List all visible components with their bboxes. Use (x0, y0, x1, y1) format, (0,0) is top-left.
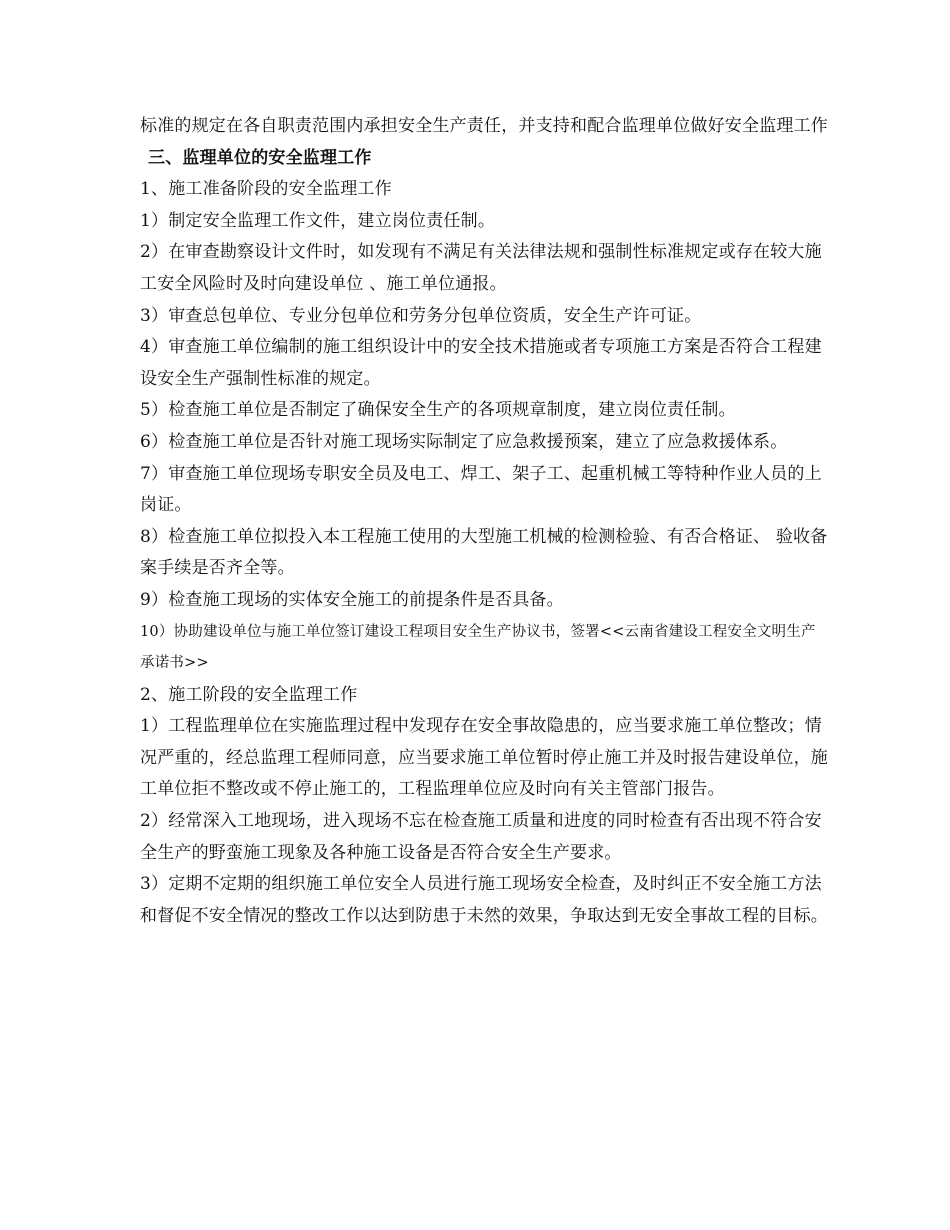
subsection-heading: 1、施工准备阶段的安全监理工作 (140, 179, 392, 200)
list-item: 1）制定安全监理工作文件，建立岗位责任制。 (140, 210, 496, 231)
list-item: 10）协助建设单位与施工单位签订建设工程项目安全生产协议书，签署<<云南省建设工程安全文明生产承诺书>> (140, 623, 816, 672)
section-heading: 三、监理单位的安全监理工作 (148, 147, 372, 168)
list-item: 4）审查施工单位编制的施工组织设计中的安全技术措施或者专项施工方案是否符合工程建设安全生产强制性标准的规定。 (140, 337, 822, 389)
list-item: 2）在审查勘察设计文件时，如发现有不满足有关法律法规和强制性标准规定或存在较大施工安全风险时及时向建设单位 、施工单位通报。 (140, 242, 822, 294)
list-item: 1）工程监理单位在实施监理过程中发现存在安全事故隐患的，应当要求施工单位整改；情况严重的，经总监理工程师同意，应当要求施工单位暂时停止施工并及时报告建设单位，施工单位拒不整改或不停止施工的，工程监理单位应及时向有关主管部门报告。 (140, 716, 828, 800)
list-item: 6）检查施工单位是否针对施工现场实际制定了应急救援预案，建立了应急救援体系。 (140, 431, 788, 452)
list-item: 2）经常深入工地现场，进入现场不忘在检查施工质量和进度的同时检查有否出现不符合安全生产的野蛮施工现象及各种施工设备是否符合安全生产要求。 (140, 811, 822, 863)
list-item: 8）检查施工单位拟投入本工程施工使用的大型施工机械的检测检验、有否合格证、 验收备案手续是否齐全等。 (140, 526, 828, 579)
list-item: 9）检查施工现场的实体安全施工的前提条件是否具备。 (140, 589, 564, 610)
list-item: 7）审查施工单位现场专职安全员及电工、焊工、架子工、起重机械工等特种作业人员的上岗证。 (140, 463, 822, 516)
list-item: 5）检查施工单位是否制定了确保安全生产的各项规章制度，建立岗位责任制。 (140, 400, 736, 421)
paragraph-intro-continuation: 标准的规定在各自职责范围内承担安全生产责任，并支持和配合监理单位做好安全监理工作 (140, 116, 828, 136)
list-item: 3）审查总包单位、专业分包单位和劳务分包单位资质，安全生产许可证。 (140, 305, 702, 326)
subsection-heading: 2、施工阶段的安全监理工作 (140, 684, 358, 705)
list-item: 3）定期不定期的组织施工单位安全人员进行施工现场安全检查，及时纠正不安全施工方法和督促不安全情况的整改工作以达到防患于未然的效果，争取达到无安全事故工程的目标。 (140, 874, 828, 926)
document-body (140, 111, 830, 932)
